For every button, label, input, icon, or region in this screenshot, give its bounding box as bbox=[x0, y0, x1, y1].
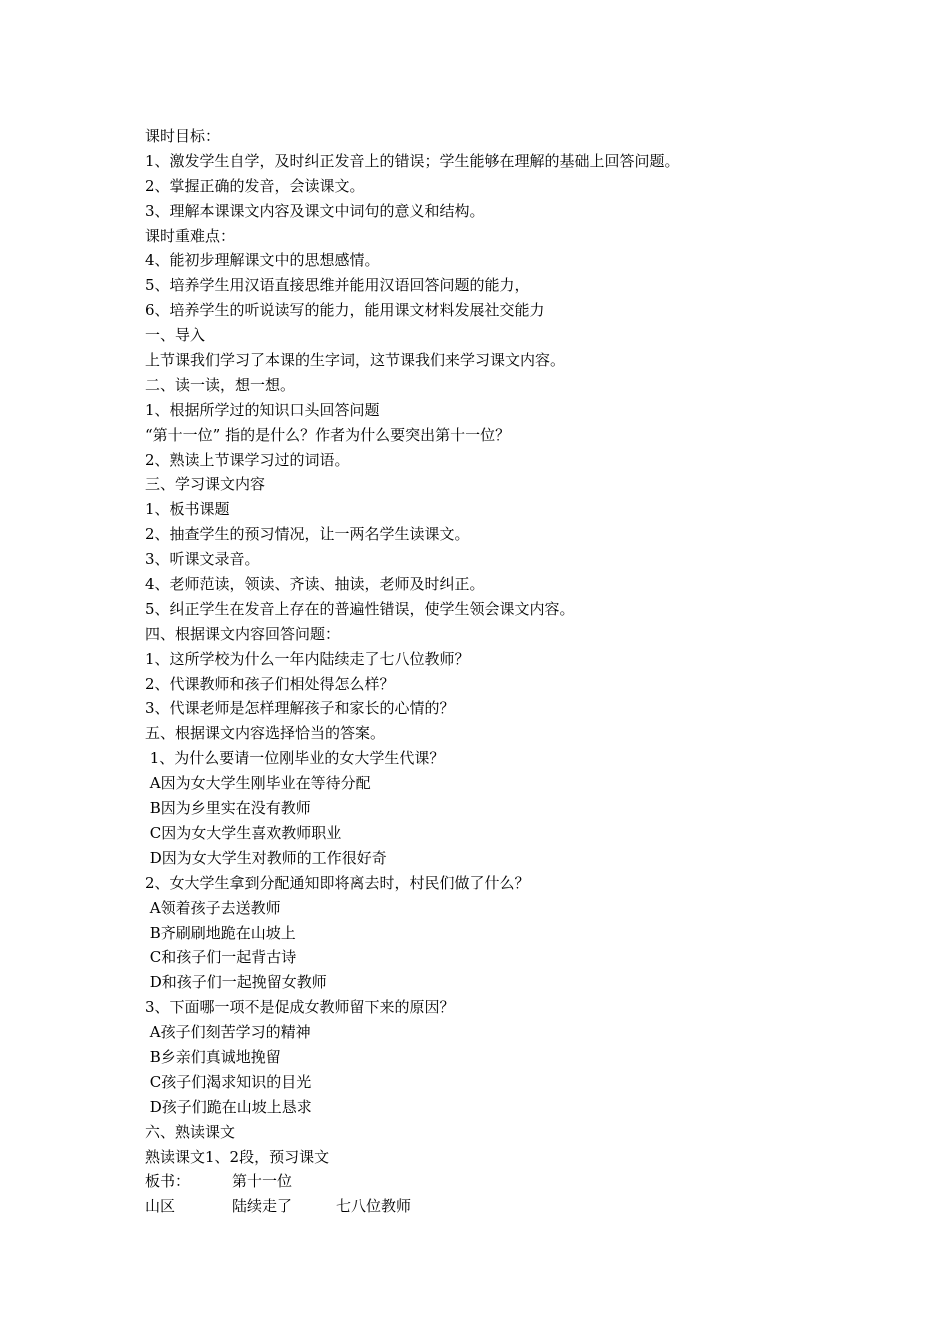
text-line: 五、根据课文内容选择恰当的答案。 bbox=[145, 724, 386, 743]
text-line: 2、女大学生拿到分配通知即将离去时，村民们做了什么？ bbox=[145, 873, 530, 892]
text-line: B乡亲们真诚地挽留 bbox=[145, 1047, 281, 1066]
text-line: C孩子们渴求知识的目光 bbox=[145, 1072, 312, 1091]
text-line: 1、这所学校为什么一年内陆续走了七八位教师？ bbox=[145, 649, 470, 668]
text-line: 二、读一读，想一想。 bbox=[145, 375, 296, 394]
board-col1: 山区 bbox=[145, 1197, 176, 1216]
text-line: 课时重难点： bbox=[145, 226, 236, 245]
text-line: 4、老师范读，领读、齐读、抽读，老师及时纠正。 bbox=[145, 575, 485, 594]
text-line: A因为女大学生刚毕业在等待分配 bbox=[145, 774, 371, 793]
board-label: 板书： bbox=[145, 1172, 191, 1191]
text-line: 3、理解本课课文内容及课文中词句的意义和结构。 bbox=[145, 201, 485, 220]
text-line: 3、听课文录音。 bbox=[145, 550, 260, 569]
text-line: 上节课我们学习了本课的生字词，这节课我们来学习课文内容。 bbox=[145, 351, 566, 370]
text-line: 三、学习课文内容 bbox=[145, 475, 266, 494]
text-line: 4、能初步理解课文中的思想感情。 bbox=[145, 251, 380, 270]
text-line: A领着孩子去送教师 bbox=[145, 898, 281, 917]
text-line: 2、熟读上节课学习过的词语。 bbox=[145, 450, 350, 469]
text-line: 6、培养学生的听说读写的能力，能用课文材料发展社交能力 bbox=[145, 301, 545, 320]
board-title: 第十一位 bbox=[232, 1172, 293, 1191]
document-page bbox=[145, 124, 865, 1219]
text-line: 1、激发学生自学，及时纠正发音上的错误；学生能够在理解的基础上回答问题。 bbox=[145, 151, 680, 170]
text-line: C因为女大学生喜欢教师职业 bbox=[145, 823, 342, 842]
text-line: D因为女大学生对教师的工作很好奇 bbox=[145, 848, 387, 867]
board-col2: 陆续走了 bbox=[232, 1197, 293, 1216]
text-line: A孩子们刻苦学习的精神 bbox=[145, 1023, 311, 1042]
board-title-row bbox=[145, 1169, 865, 1194]
board-content-row bbox=[145, 1194, 865, 1219]
text-line: 一、导入 bbox=[145, 326, 206, 345]
text-line: C和孩子们一起背古诗 bbox=[145, 948, 297, 967]
text-line: 3、代课老师是怎样理解孩子和家长的心情的？ bbox=[145, 699, 455, 718]
text-line: 1、板书课题 bbox=[145, 500, 230, 519]
text-line: 2、掌握正确的发音，会读课文。 bbox=[145, 176, 365, 195]
text-line: “第十一位” 指的是什么？作者为什么要突出第十一位？ bbox=[145, 425, 511, 444]
text-line: 2、代课教师和孩子们相处得怎么样？ bbox=[145, 674, 395, 693]
text-line: B齐刷刷地跪在山坡上 bbox=[145, 923, 296, 942]
text-line: 5、纠正学生在发音上存在的普遍性错误，使学生领会课文内容。 bbox=[145, 599, 575, 618]
board-col3: 七八位教师 bbox=[336, 1197, 412, 1216]
text-line: 1、为什么要请一位刚毕业的女大学生代课？ bbox=[145, 749, 445, 768]
text-line: 2、抽查学生的预习情况，让一两名学生读课文。 bbox=[145, 525, 470, 544]
text-line: 3、下面哪一项不是促成女教师留下来的原因？ bbox=[145, 998, 455, 1017]
text-line: 熟读课文1、2段，预习课文 bbox=[145, 1147, 330, 1166]
text-line: D孩子们跪在山坡上恳求 bbox=[145, 1097, 312, 1116]
text-line: B因为乡里实在没有教师 bbox=[145, 799, 311, 818]
text-line: 课时目标： bbox=[145, 127, 221, 145]
text-line: 六、熟读课文 bbox=[145, 1122, 236, 1141]
text-line: 四、根据课文内容回答问题： bbox=[145, 624, 341, 643]
text-line: 5、培养学生用汉语直接思维并能用汉语回答问题的能力， bbox=[145, 276, 530, 295]
document-body bbox=[145, 124, 865, 1169]
text-line: 1、根据所学过的知识口头回答问题 bbox=[145, 400, 380, 419]
text-line: D和孩子们一起挽留女教师 bbox=[145, 973, 327, 992]
